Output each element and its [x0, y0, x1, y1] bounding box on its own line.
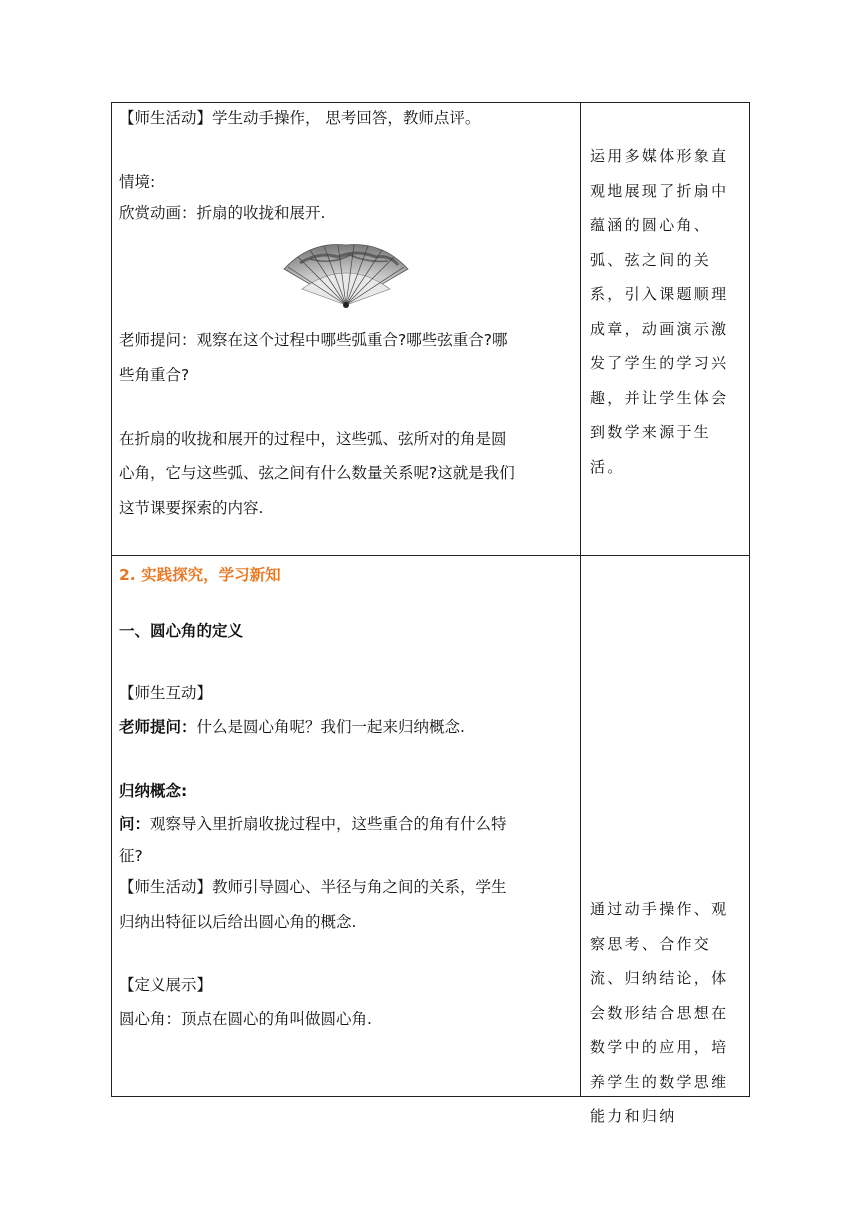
ask-label: 问： — [119, 815, 151, 833]
teacher-question — [119, 712, 579, 743]
question-line-1: 老师提问：观察在这个过程中哪些弧重合?哪些弦重合?哪 — [119, 331, 508, 349]
ask-text: 观察导入里折扇收拢过程中，这些重合的角有什么特 — [150, 815, 507, 833]
subsection-title: 一、圆心角的定义 — [119, 622, 244, 640]
side-note: 通过动手操作、观察思考、合作交流、归纳结论，体会数形结合思想在数学中的应用，培养学生的数学思维能力和归纳 — [590, 900, 729, 1125]
section-title: 2. 实践探究，学习新知 — [119, 566, 281, 584]
activity-line-2: 归纳出特征以后给出圆心角的概念. — [119, 913, 357, 931]
definition-text: 圆心角：顶点在圆心的角叫做圆心角. — [119, 1010, 372, 1028]
table-row — [112, 103, 750, 556]
side-note: 运用多媒体形象直观地展现了折扇中蕴涵的圆心角、弧、弦之间的关系，引入课题顺理成章，动画演示激发了学生的学习兴趣，并让学生体会到数学来源于生活。 — [590, 147, 729, 476]
ask-line-1 — [119, 809, 579, 840]
content-cell — [112, 556, 581, 1097]
ask-line-2: 征? — [119, 847, 143, 865]
notes-cell — [581, 103, 750, 556]
activity-line-1: 【师生活动】教师引导圆心、半径与角之间的关系，学生 — [119, 878, 507, 896]
interaction-label: 【师生互动】 — [119, 684, 213, 702]
question-line-2: 些角重合? — [119, 366, 190, 384]
teacher-question-text: 什么是圆心角呢？我们一起来归纳概念. — [196, 718, 465, 736]
table-row — [112, 556, 750, 1097]
notes-cell — [581, 556, 750, 1125]
definition-label: 【定义展示】 — [119, 976, 213, 994]
lesson-table — [111, 102, 750, 1125]
teacher-question-label: 老师提问： — [119, 718, 197, 736]
paragraph-line-3: 这节课要探索的内容. — [119, 499, 264, 517]
situation-label: 情境: — [119, 173, 156, 191]
content-cell — [112, 103, 581, 556]
summary-label: 归纳概念: — [119, 782, 188, 800]
paragraph-line-2: 心角，它与这些弧、弦之间有什么数量关系呢?这就是我们 — [119, 464, 515, 482]
paragraph-line-1: 在折扇的收拢和展开的过程中，这些弧、弦所对的角是圆 — [119, 430, 507, 448]
folding-fan-image — [280, 243, 412, 311]
situation-text: 欣赏动画：折扇的收拢和展开. — [119, 204, 326, 222]
activity-text: 【师生活动】学生动手操作， 思考回答，教师点评。 — [119, 109, 481, 127]
